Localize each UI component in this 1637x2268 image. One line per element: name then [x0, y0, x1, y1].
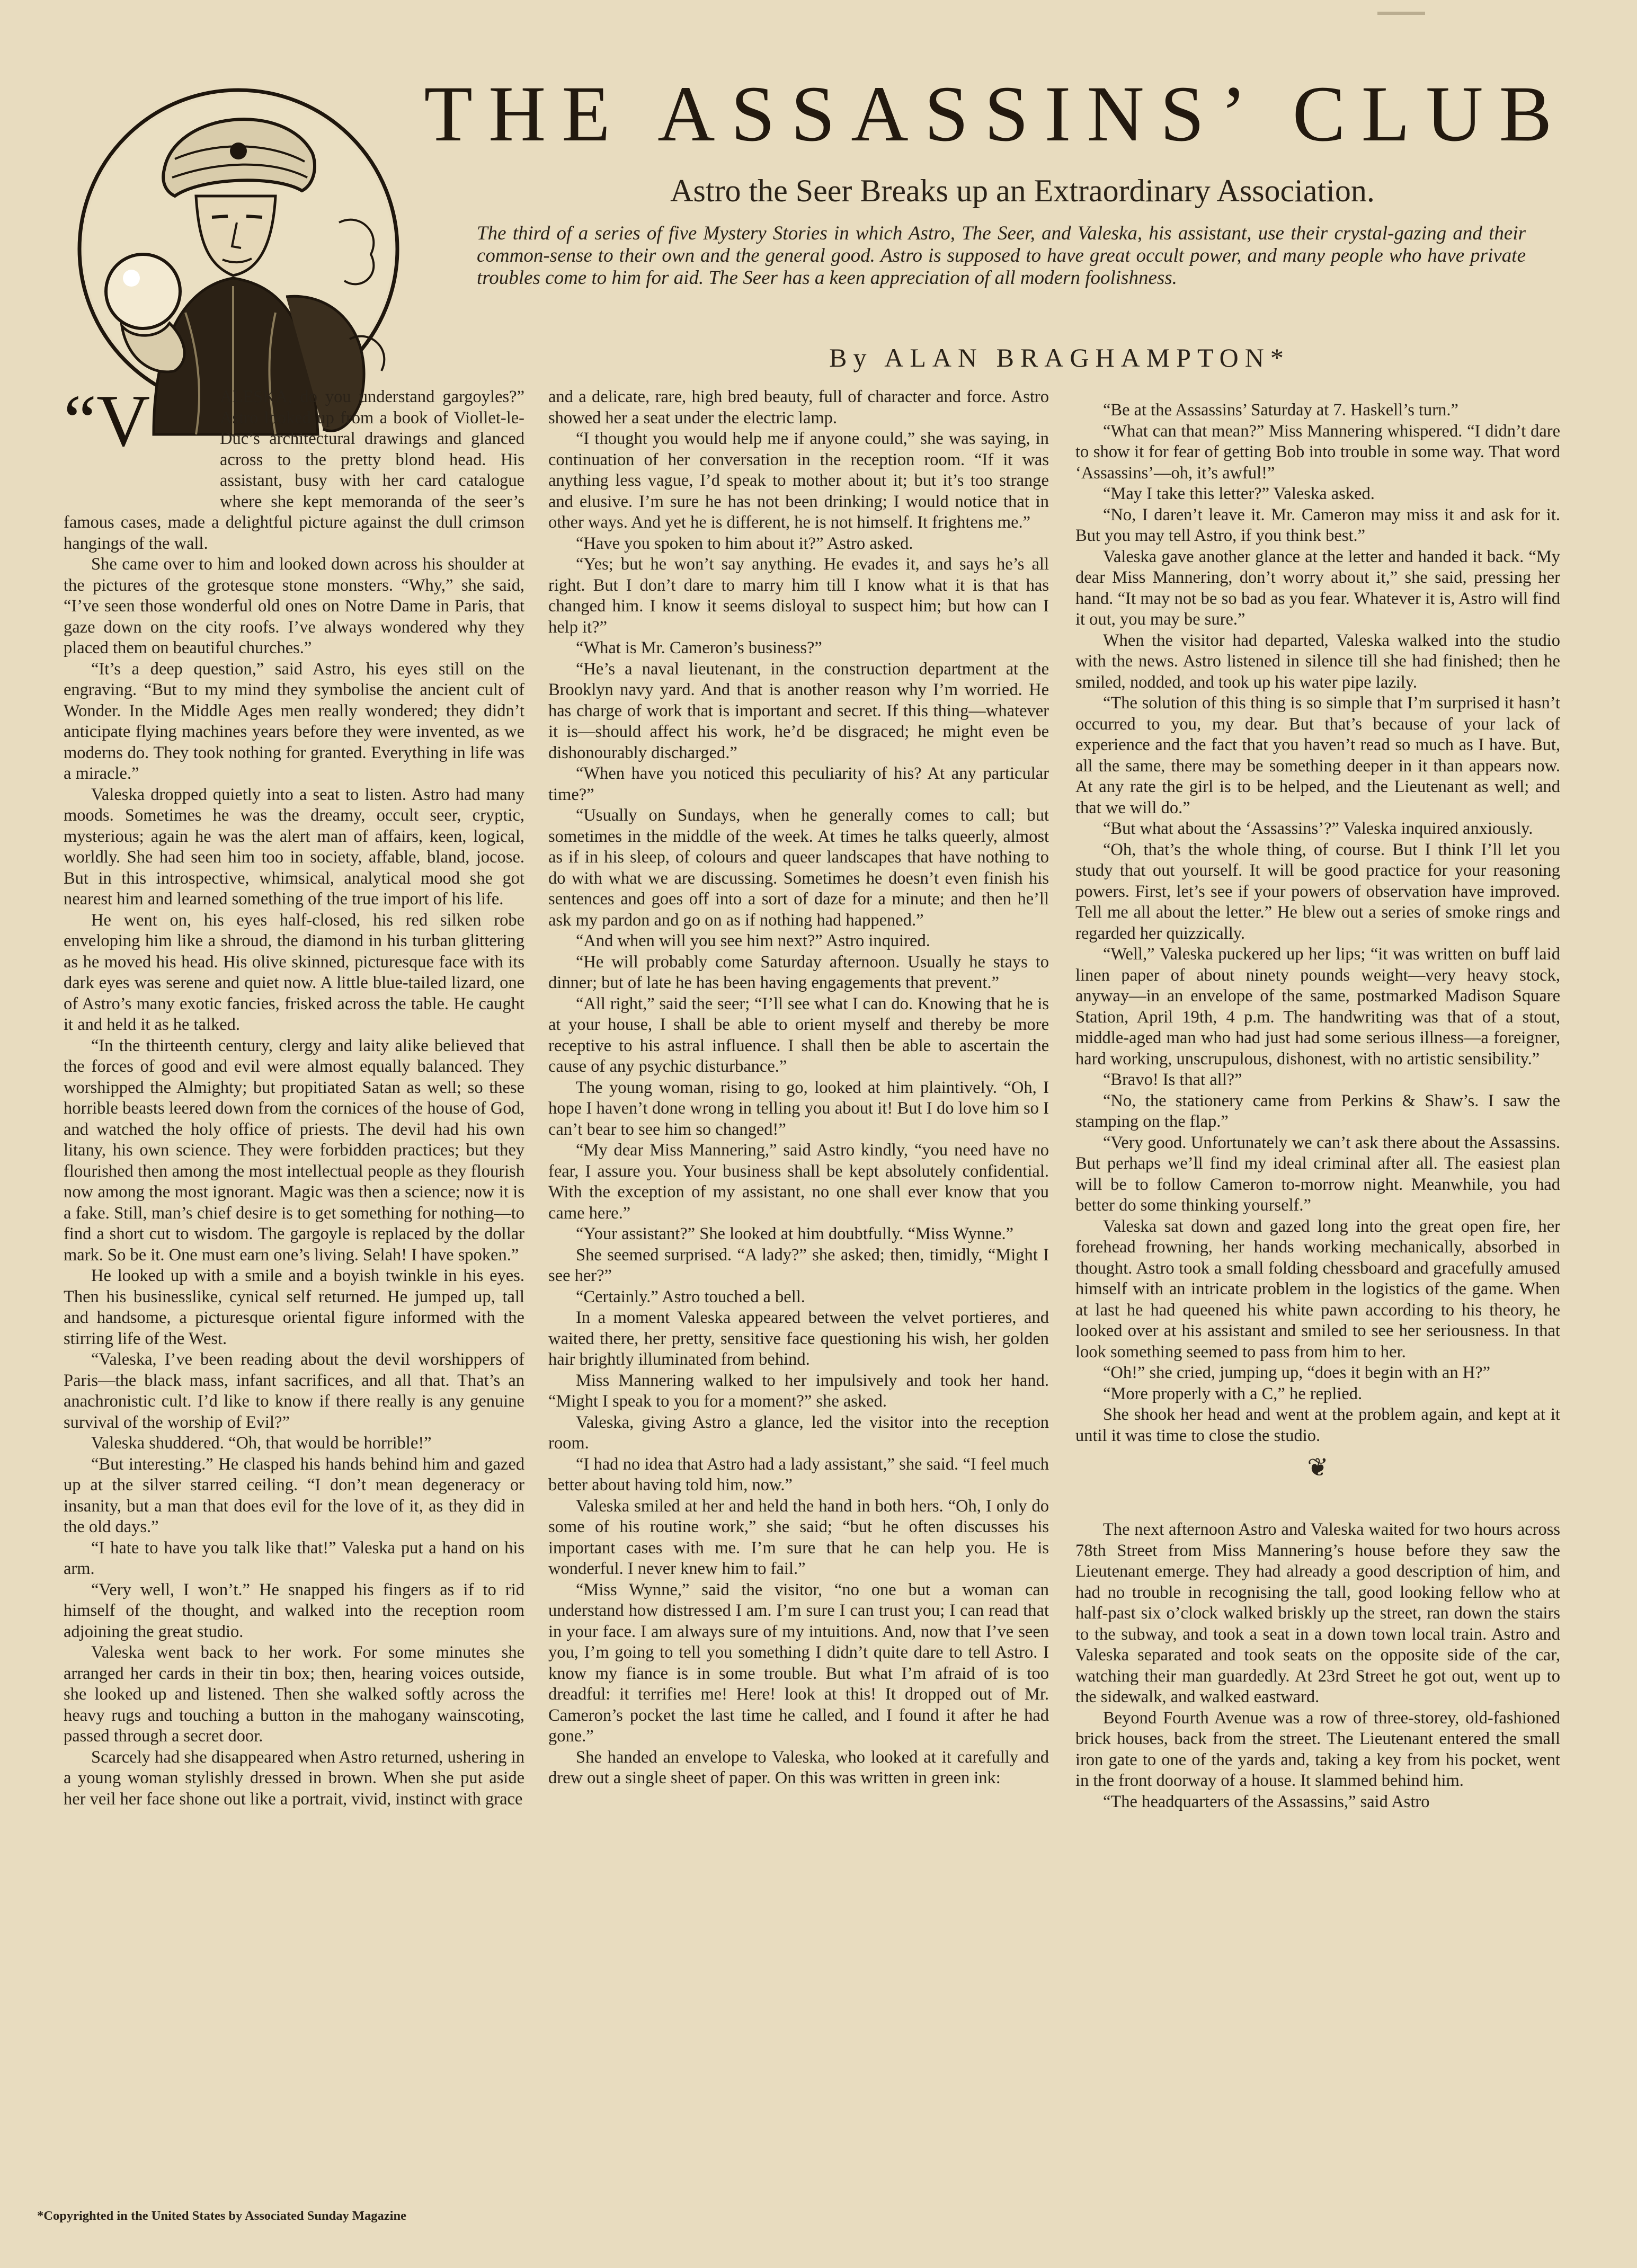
paragraph: She seemed surprised. “A lady?” she asked; then, timidly, “Might I see her?”	[548, 1245, 1049, 1285]
paragraph: “He will probably come Saturday afternoon. Usually he stays to dinner; but of late he has been having engagements that prevent.”	[548, 952, 1049, 992]
text-column-3	[1075, 400, 1560, 2225]
paragraph: She shook her head and went at the problem again, and kept at it until it was time to close the studio.	[1075, 1405, 1560, 1445]
paragraph: “Yes; but he won’t say anything. He evades it, and says he’s all right. But I don’t dare to marry him till I know what it is that has changed him. I know it seems disloyal to suspect him; but how can I help it?”	[548, 555, 1049, 637]
paragraph: “What can that mean?” Miss Mannering whispered. “I didn’t dare to show it for fear of getting Bob into trouble in some way. That word ‘Assassins’—oh, it’s awful!”	[1075, 421, 1560, 483]
paragraph: “Very well, I won’t.” He snapped his fingers as if to rid himself of the thought, and walked into the reception room adjoining the great studio.	[64, 1580, 524, 1641]
text-column-2	[548, 387, 1049, 2225]
paragraph: Valeska dropped quietly into a seat to listen. Astro had many moods. Sometimes he was the dreamy, occult seer, cryptic, mysterious; again he was the alert man of affairs, keen, logical, worldly. She had seen him too in society, affable, bland, jocose. But in this introspective, whimsical, analytical mood she got nearest him and learned something of the true import of his life.	[64, 785, 524, 909]
paragraph: “Oh, that’s the whole thing, of course. But I think I’ll let you study that out yourself. It will be good practice for your reasoning powers. First, let’s see if your powers of observation have improved. Tell me all about the letter.” He blew out a series of smoke rings and regarded her quizzically.	[1075, 840, 1560, 943]
paragraph: “In the thirteenth century, clergy and laity alike believed that the forces of good and evil were almost equally balanced. They worshipped the Almighty; but propitiated Satan as well; so these horrible beasts leered down from the cornices of the house of God, and watched the holy office of priests. The devil had his own litany, his own science. They were forbidden practices; but they flourished then among the most intellectual people as they flourish now among the most ignorant. Magic was then a science; now it is a fake. Still, man’s chief desire is to get something for nothing—to find a short cut to wisdom. The gargoyle is replaced by the dollar mark. So be it. One must earn one’s living. Selah! I have spoken.”	[64, 1036, 524, 1265]
paragraph: “What is Mr. Cameron’s business?”	[576, 638, 822, 657]
copyright-footnote: *Copyrighted in the United States by Associated Sunday Magazine	[37, 2209, 406, 2223]
paragraph: She came over to him and looked down across his shoulder at the pictures of the grotesque stone monsters. “Why,” she said, “I’ve seen those wonderful old ones on Notre Dame in Paris, that gaze down on the city roofs. I’ve always wondered why they placed them on beautiful churches.”	[64, 555, 524, 657]
paragraph: Valeska smiled at her and held the hand in both hers. “Oh, I only do some of his routine work,” she said; “but he often discusses his important cases with me. I’m sure that he can help you. He is wonderful. I never knew him to fail.”	[548, 1496, 1049, 1578]
paragraph: “Have you spoken to him about it?” Astro asked.	[576, 533, 913, 553]
paragraph: “He’s a naval lieutenant, in the construction department at the Brooklyn navy yard. And that is another reason why I’m worried. He has charge of work that is important and secret. If this thing—whatever it is—should affect his work, he’d be disgraced; he might even be dishonourably discharged.”	[548, 659, 1049, 762]
paragraph: Scarcely had she disappeared when Astro returned, ushering in a young woman stylishly dressed in brown. When she put aside her veil her face shone out like a portrait, vivid, instinct with grace	[64, 1747, 524, 1809]
paragraph: “The headquarters of the Assassins,” said Astro	[1103, 1792, 1430, 1811]
paragraph: “I thought you would help me if anyone could,” she was saying, in continuation of her conversation in the reception room. “If it was anything less vague, I’d speak to mother about it; but it’s too strange and elusive. I’m sure he has not been drinking; I would notice that in other ways. And yet he is different, he is not himself. It frightens me.”	[548, 429, 1049, 532]
article-byline: By ALAN BRAGHAMPTON*	[829, 343, 1290, 372]
paragraph: “Miss Wynne,” said the visitor, “no one but a woman can understand how distressed I am. I’m sure I can trust you; I can read that in your face. I am always sure of my intuitions. And, now that I’ve seen you, I’m going to tell you something I didn’t quite dare to tell Astro. I know my fiance is in some trouble. But what I’m afraid of is too dreadful: it terrifies me! Here! look at this! It dropped out of Mr. Cameron’s pocket the last time he called, and I found it after he had gone.”	[548, 1580, 1049, 1746]
paragraph: “Certainly.” Astro touched a bell.	[576, 1287, 805, 1306]
paragraph: and a delicate, rare, high bred beauty, full of character and force. Astro showed her a seat under the electric lamp.	[548, 387, 1049, 428]
paragraph: She handed an envelope to Valeska, who looked at it carefully and drew out a single sheet of paper. On this was written in green ink:	[548, 1747, 1049, 1787]
paragraph: “No, I daren’t leave it. Mr. Cameron may miss it and ask for it. But you may tell Astro, if you think best.”	[1075, 505, 1560, 545]
text-column-1	[64, 387, 524, 2204]
paragraph: “I hate to have you talk like that!” Valeska put a hand on his arm.	[64, 1538, 524, 1578]
paragraph: “Usually on Sundays, when he generally comes to call; but sometimes in the middle of the week. At times he talks queerly, almost as if in his sleep, of colours and queer landscapes that have nothing to do with what we are discussing. Sometimes he doesn’t even finish his sentences and goes off into a sort of daze for a minute; and then he’ll ask my pardon and go on as if nothing had happened.”	[548, 806, 1049, 930]
paragraph: “The solution of this thing is so simple that I’m surprised it hasn’t occurred to you, my dear. But that’s because of your lack of experience and the fact that you haven’t read so much as I have. But, all the same, there may be something deeper in it than appears now. At any rate the girl is to be helped, and the Lieutenant as well; and that we will do.”	[1075, 693, 1560, 817]
paragraph: When the visitor had departed, Valeska walked into the studio with the news. Astro listened in silence till she had finished; then he smiled, nodded, and took up his water pipe lazily.	[1075, 630, 1560, 692]
paragraph: “Oh!” she cried, jumping up, “does it begin with an H?”	[1103, 1363, 1491, 1382]
paper-tear-mark	[1377, 12, 1425, 15]
paragraph: “And when will you see him next?” Astro inquired.	[576, 931, 930, 950]
dropcap-block	[64, 387, 220, 509]
paragraph: Valeska gave another glance at the letter and handed it back. “My dear Miss Mannering, don’t worry about it,” she said, pressing her hand. “It may not be so bad as you fear. Whatever it is, Astro will find it out, you may be sure.”	[1075, 547, 1560, 629]
paragraph: Valeska went back to her work. For some minutes she arranged her cards in their tin box; then, hearing voices outside, she looked up and listened. Then she walked softly across the heavy rugs and touching a button in the mahogany wainscoting, passed through a secret door.	[64, 1643, 524, 1746]
dropcap: “V	[64, 387, 150, 462]
paragraph: The young woman, rising to go, looked at him plaintively. “Oh, I hope I haven’t done wrong in telling you about it! But I do love him so I can’t bear to see him so changed!”	[548, 1078, 1049, 1139]
article-intro: The third of a series of five Mystery Stories in which Astro, The Seer, and Valeska, his assistant, use their crystal-gazing and their common-sense to their own and the general good. Astro is supposed to have great occult power, and many people who have private troubles come to him for aid. The Seer has a keen appreciation of all modern foolishness.	[477, 223, 1526, 289]
paragraph: “Well,” Valeska puckered up her lips; “it was written on buff laid linen paper of about ninety pounds weight—very heavy stock, anyway—in an envelope of the same, postmarked Madison Square Station, April 19th, 4 p.m. The handwriting was that of a stout, middle-aged man who had just had some serious illness—a foreigner, hard working, unscrupulous, dishonest, with no artistic sensibility.”	[1075, 945, 1560, 1069]
section-ornament-icon: ❦	[1307, 1454, 1329, 1482]
paragraph: The next afternoon Astro and Valeska waited for two hours across 78th Street from Miss Mannering’s house before they saw the Lieutenant emerge. They had already a good description of him, and had no trouble in recognising the tall, good looking fellow who at half-past six o’clock walked briskly up the street, ran down the stairs to the subway, and took a seat in a down town local train. Astro and Valeska separated and took seats on the opposite side of the car, watching their man guardedly. At 23rd Street he got out, went up to the sidewalk, and walked eastward.	[1075, 1520, 1560, 1706]
paragraph: Valeska shuddered. “Oh, that would be horrible!”	[91, 1434, 432, 1453]
paragraph: He looked up with a smile and a boyish twinkle in his eyes. Then his businesslike, cynical self returned. He jumped up, tall and handsome, a picturesque oriental figure informed with the stirring life of the West.	[64, 1266, 524, 1348]
paragraph: “No, the stationery came from Perkins & Shaw’s. I saw the stamping on the flap.”	[1075, 1091, 1560, 1131]
paragraph: Valeska sat down and gazed long into the great open fire, her forehead frowning, her hands working mechanically, absorbed in thought. Astro took a small folding chessboard and gracefully amused himself with an intricate problem in the logistics of the game. When at last he had queened his white pawn according to his theory, he looked over at his assistant and smiled to see her seriousness. In that look something seemed to pass from him to her.	[1075, 1216, 1560, 1362]
paragraph: In a moment Valeska appeared between the velvet portieres, and waited there, her pretty, sensitive face questioning his wish, her golden hair brightly illuminated from behind.	[548, 1308, 1049, 1369]
paragraph: “Be at the Assassins’ Saturday at 7. Haskell’s turn.”	[1103, 401, 1458, 420]
paragraph: “But interesting.” He clasped his hands behind him and gazed up at the silver starred ceiling. “I don’t mean degeneracy or insanity, but a man that does evil for the love of it, as they did in the old days.”	[64, 1454, 524, 1536]
paragraph: “Your assistant?” She looked at him doubtfully. “Miss Wynne.”	[576, 1224, 1014, 1243]
paragraph: Valeska, giving Astro a glance, led the visitor into the reception room.	[548, 1412, 1049, 1453]
paragraph: “My dear Miss Mannering,” said Astro kindly, “you need have no fear, I assure you. Your business shall be kept absolutely confidential. With the exception of my assistant, no one shall ever know that you came here.”	[548, 1141, 1049, 1223]
paragraph: “Very good. Unfortunately we can’t ask there about the Assassins. But perhaps we’ll find my ideal criminal after all. The easiest plan will be to follow Cameron to-morrow night. Meanwhile, you had better do some thinking yourself.”	[1075, 1133, 1560, 1215]
article-title: THE ASSASSINS’ CLUB	[424, 70, 1568, 158]
paragraph: “Valeska, I’ve been reading about the devil worshippers of Paris—the black mass, infant sacrifices, and all that. That’s an anachronistic cult. I’d like to know if there really is any genuine survival of the worship of Evil?”	[64, 1350, 524, 1432]
paragraph: “When have you noticed this peculiarity of his? At any particular time?”	[548, 764, 1049, 804]
paragraph: “More properly with a C,” he replied.	[1103, 1384, 1363, 1403]
paragraph: ALESKA, do you understand gargoyles?” Astro looked up from a book of Viollet-le-Duc’s architectural drawings and glanced across to the pretty blond head. His assistant, busy with her card catalogue where she kept memoranda of the seer’s famous cases, made a delightful picture against the dull crimson hangings of the wall.	[64, 387, 524, 553]
paragraph: “May I take this letter?” Valeska asked.	[1103, 484, 1375, 503]
paragraph: “All right,” said the seer; “I’ll see what I can do. Knowing that he is at your house, I shall be able to orient myself and thereby be more receptive to his astral influence. I shall then be able to ascertain the cause of any psychic disturbance.”	[548, 994, 1049, 1076]
paragraph: Beyond Fourth Avenue was a row of three-storey, old-fashioned brick houses, back from the street. The Lieutenant entered the small iron gate to one of the yards and, taking a key from his pocket, went in the front doorway of a house. It slammed behind him.	[1075, 1708, 1560, 1790]
paragraph: “But what about the ‘Assassins’?” Valeska inquired anxiously.	[1103, 819, 1533, 838]
paragraph: He went on, his eyes half-closed, his red silken robe enveloping him like a shroud, the diamond in his turban glittering as he moved his head. His olive skinned, picturesque face with its dark eyes was serene and quiet now. A little blue-tailed lizard, one of Astro’s many exotic fancies, frisked across the table. He caught it and held it as he talked.	[64, 910, 524, 1034]
paragraph: “It’s a deep question,” said Astro, his eyes still on the engraving. “But to my mind they symbolise the ancient cult of Wonder. In the Middle Ages men really wondered; they didn’t anticipate flying machines years before they were invented, as we moderns do. They took nothing for granted. Everything in life was a miracle.”	[64, 659, 524, 783]
paragraph: “Bravo! Is that all?”	[1103, 1070, 1242, 1089]
paragraph: Miss Mannering walked to her impulsively and took her hand. “Might I speak to you for a moment?” she asked.	[548, 1371, 1049, 1411]
article-subtitle: Astro the Seer Breaks up an Extraordinary Association.	[670, 173, 1375, 208]
paragraph: “I had no idea that Astro had a lady assistant,” she said. “I feel much better about having told him, now.”	[548, 1454, 1049, 1495]
